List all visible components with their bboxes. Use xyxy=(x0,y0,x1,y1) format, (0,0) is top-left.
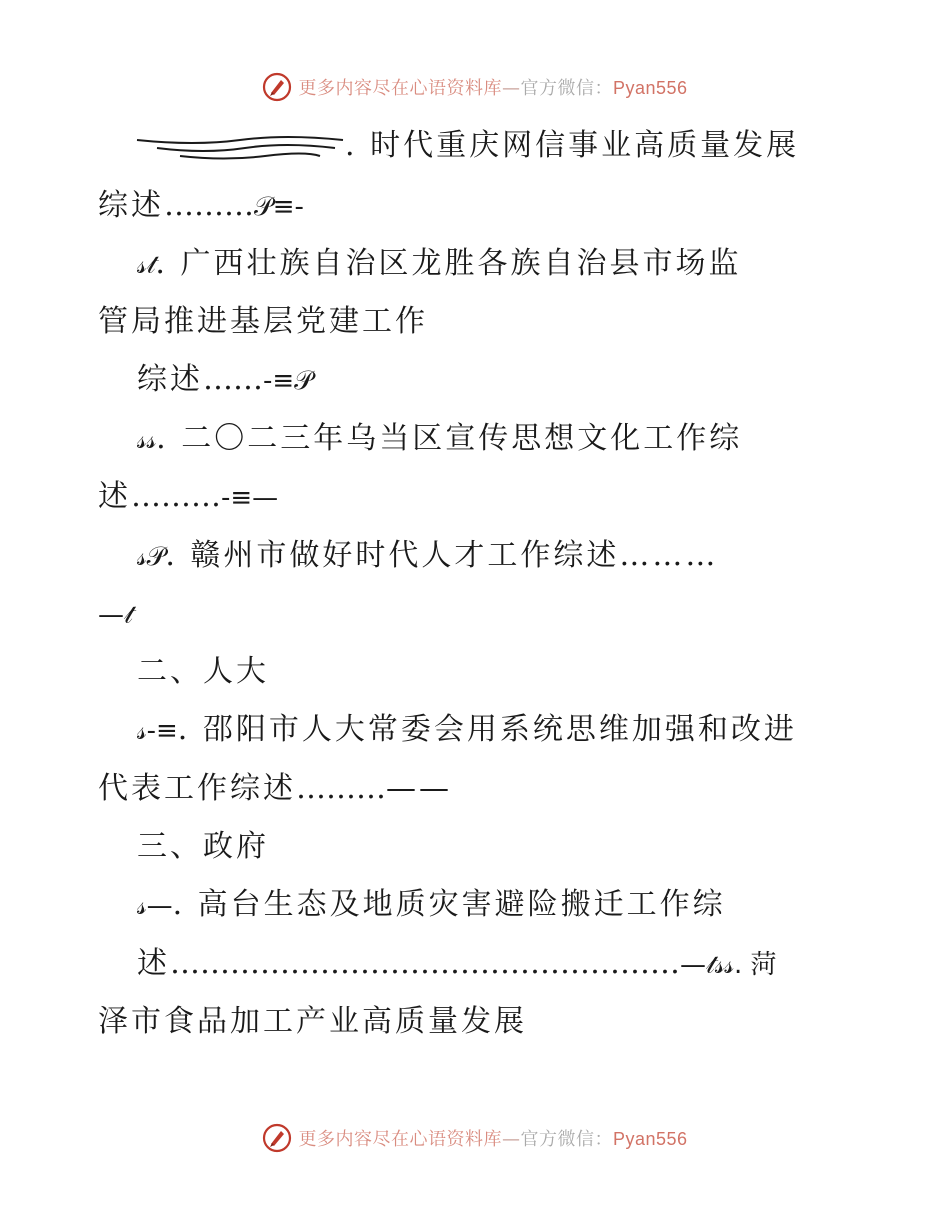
toc-line: 述………-≡— xyxy=(98,479,279,514)
toc-line: 综述………𝒫≡- xyxy=(98,188,304,223)
toc-line: 泽市食品加工产业高质量发展 xyxy=(98,1004,527,1039)
toc-line: 述……………………………………………—𝓉𝓈𝓈. 菏 xyxy=(137,946,777,981)
toc-line: 𝓈𝒫. 赣州市做好时代人才工作综述……… xyxy=(137,538,719,573)
toc-line: 综述……-≡𝒫 xyxy=(137,362,313,397)
pen-logo-icon xyxy=(262,1123,292,1153)
section-heading: 三、政府 xyxy=(137,829,269,864)
watermark-text: 更多内容尽在心语资料库—官方微信：Pyan556 xyxy=(298,1129,688,1150)
wave-ornament-icon xyxy=(135,132,345,162)
toc-line: 𝓈𝓈. 二〇二三年乌当区宣传思想文化工作综 xyxy=(137,421,743,456)
toc-line: 𝓈-≡. 邵阳市人大常委会用系统思维加强和改进 xyxy=(137,712,797,747)
watermark-text: 更多内容尽在心语资料库—官方微信：Pyan556 xyxy=(298,78,688,99)
watermark-header xyxy=(0,72,950,102)
toc-line: 𝓈—. 高台生态及地质灾害避险搬迁工作综 xyxy=(137,887,726,922)
watermark-footer xyxy=(0,1123,950,1153)
pen-logo-icon xyxy=(262,72,292,102)
toc-line: —𝓉 xyxy=(98,600,133,630)
toc-line: . 时代重庆网信事业高质量发展 xyxy=(345,128,800,163)
toc-line: 𝓈𝓉. 广西壮族自治区龙胜各族自治县市场监 xyxy=(137,246,742,281)
section-heading: 二、人大 xyxy=(137,654,269,689)
toc-line: 代表工作综述………—— xyxy=(98,771,452,806)
toc-line: 管局推进基层党建工作 xyxy=(98,304,428,339)
